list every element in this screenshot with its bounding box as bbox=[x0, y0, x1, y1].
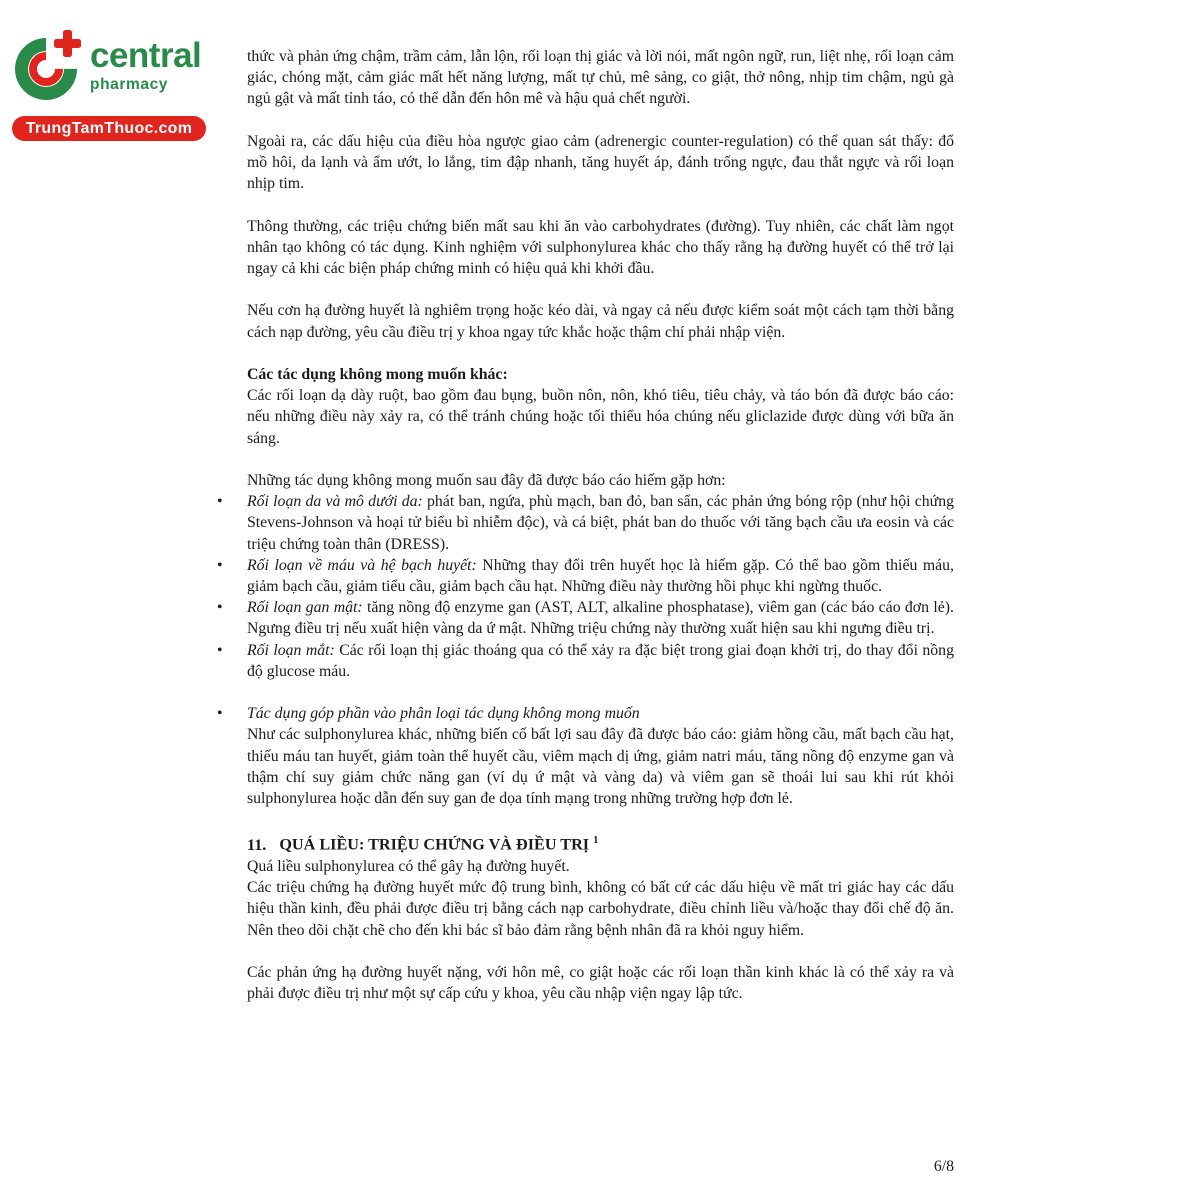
list-item-text: phát ban, ngứa, phù mạch, ban đỏ, ban sẩn, các phản ứng bóng rộp (như hội chứng Stevens-Johnson và hoại tử biểu bì nhiễm độc), và cá biệt, phát ban do thuốc với tăng bạch cầu ưa eosin và các triệu chứng toàn thân (DRESS). bbox=[247, 493, 954, 553]
logo-brand-text: central bbox=[90, 36, 202, 75]
paragraph-severe-reactions: Các phản ứng hạ đường huyết nặng, với hôn mê, co giật hoặc các rối loạn thần kinh khác là có thể xảy ra và phải được điều trị như một sự cấp cứu y khoa, yêu cầu nhập viện ngay lập tức. bbox=[247, 964, 954, 1003]
logo-website-banner: TrungTamThuoc.com bbox=[12, 116, 206, 141]
bullet-marker: • bbox=[217, 705, 223, 723]
heading-other-unwanted-effects: Các tác dụng không mong muốn khác: bbox=[247, 365, 508, 383]
logo-wordmark bbox=[90, 38, 201, 94]
list-item-text: Những thay đổi trên huyết học là hiếm gặp. Có thể bao gồm thiếu máu, giảm bạch cầu, giảm tiểu cầu, giảm bạch cầu hạt. Những điều này thường hồi phục khi ngừng thuốc. bbox=[247, 556, 955, 595]
list-item-blood-disorders bbox=[217, 555, 955, 597]
bullet-marker: • bbox=[217, 599, 223, 617]
paragraph-symptoms-continued: thức và phản ứng chậm, trầm cảm, lẫn lộn, rối loạn thị giác và lời nói, mất ngôn ngữ, run, liệt nhẹ, rối loạn cảm giác, chóng mặt, cảm giác mất hết năng lượng, mất tự chủ, mê sảng, co giật, thở nông, nhịp tim chậm, ngủ gà ngủ gật và mất tỉnh táo, có thể dẫn đến hôn mê và hậu quả chết người. bbox=[247, 48, 954, 108]
list-item-classification bbox=[217, 703, 954, 809]
bullet-marker: • bbox=[217, 493, 223, 511]
list-item-hepatobiliary-disorders bbox=[217, 597, 954, 639]
paragraph-rare-effects-intro: Những tác dụng không mong muốn sau đây đã được báo cáo hiếm gặp hơn: bbox=[247, 471, 726, 489]
document-text-column bbox=[217, 46, 955, 1026]
list-item-lead: Rối loạn về máu và hệ bạch huyết: bbox=[247, 556, 477, 574]
medical-plus-icon bbox=[54, 30, 81, 57]
heading-section-11-overdose bbox=[247, 830, 954, 856]
central-pharmacy-c-icon bbox=[12, 28, 84, 108]
section-title: QUÁ LIỀU: TRIỆU CHỨNG VÀ ĐIỀU TRỊ bbox=[279, 835, 590, 854]
logo-brand-subtext: pharmacy bbox=[90, 76, 169, 93]
paragraph-overdose-line: Quá liều sulphonylurea có thể gây hạ đường huyết. bbox=[247, 858, 570, 875]
classification-text: Như các sulphonylurea khác, những biến cố bất lợi sau đây đã được báo cáo: giảm hồng cầu, mất bạch cầu hạt, thiếu máu tan huyết, giảm toàn thể huyết cầu, viêm mạch dị ứng, giảm natri máu, tăng nồng độ enzyme gan và thậm chí suy giảm chức năng gan (ví dụ ứ mật và vàng da) và viêm gan sẽ thoái lui sau khi rút khỏi sulphonylurea hoặc dẫn đến suy gan đe dọa tính mạng trong những trường hợp đơn lẻ. bbox=[247, 726, 954, 808]
paragraph-overdose-treatment: Các triệu chứng hạ đường huyết mức độ trung bình, không có bất cứ các dấu hiệu về mất tri giác hay các dấu hiệu thần kinh, đều phải được điều trị bằng cách nạp carbohydrate, điều chỉnh liều và/hoặc thay đổi chế độ ăn. Nên theo dõi chặt chẽ cho đến khi bác sĩ bảo đảm rằng bệnh nhân đã ra khỏi nguy hiểm. bbox=[247, 879, 954, 939]
classification-title: Tác dụng góp phần vào phân loại tác dụng không mong muốn bbox=[247, 705, 640, 723]
list-item-lead: Rối loạn gan mật: bbox=[247, 599, 363, 617]
section-number: 11. bbox=[247, 835, 267, 854]
bullet-marker: • bbox=[217, 556, 223, 574]
paragraph-gastrointestinal: Các rối loạn dạ dày ruột, bao gồm đau bụng, buồn nôn, nôn, khó tiêu, tiêu chảy, và táo bón đã được báo cáo: nếu những điều này xảy ra, có thể tránh chúng hoặc tối thiểu hóa chúng nếu gliclazide được dùng với bữa ăn sáng. bbox=[247, 387, 954, 447]
list-item-text: Các rối loạn thị giác thoáng qua có thể xảy ra đặc biệt trong giai đoạn khởi trị, do thay đổi nồng độ glucose máu. bbox=[247, 641, 954, 680]
section-footnote-superscript: 1 bbox=[593, 835, 599, 847]
central-pharmacy-logo bbox=[12, 28, 208, 141]
bullet-marker: • bbox=[217, 641, 223, 659]
paragraph-severe-hypoglycemia: Nếu cơn hạ đường huyết là nghiêm trọng hoặc kéo dài, và ngay cả nếu được kiểm soát một cách tạm thời bằng cách nạp đường, yêu cầu điều trị y khoa ngay tức khắc hoặc thậm chí phải nhập viện. bbox=[247, 302, 954, 341]
list-item-skin-disorders bbox=[217, 491, 954, 555]
paragraph-adrenergic-counter-regulation: Ngoài ra, các dấu hiệu của điều hòa ngược giao cảm (adrenergic counter-regulation) có thể quan sát thấy: đổ mồ hôi, da lạnh và ẩm ướt, lo lắng, tim đập nhanh, tăng huyết áp, đánh trống ngực, đau thắt ngực và rối loạn nhịp tim. bbox=[247, 132, 954, 193]
list-item-lead: Rối loạn mắt: bbox=[247, 641, 335, 659]
paragraph-carbohydrates: Thông thường, các triệu chứng biến mất sau khi ăn vào carbohydrates (đường). Tuy nhiên, các chất làm ngọt nhân tạo không có tác dụng. Kinh nghiệm với sulphonylurea khác cho thấy rằng hạ đường huyết có thể trở lại ngay cả khi các biện pháp chứng minh có hiệu quả khi khởi đầu. bbox=[247, 217, 954, 277]
logo-lockup bbox=[12, 28, 208, 108]
list-item-eye-disorders bbox=[217, 640, 954, 682]
rare-effects-list bbox=[217, 491, 955, 809]
list-item-text: tăng nồng độ enzyme gan (AST, ALT, alkaline phosphatase), viêm gan (các báo cáo đơn lẻ). Ngưng điều trị nếu xuất hiện vàng da ứ mật. Những triệu chứng này thường xuất hiện sau khi ngưng điều trị. bbox=[247, 599, 954, 638]
list-item-lead: Rối loạn da và mô dưới da: bbox=[247, 493, 423, 511]
page-number: 6/8 bbox=[933, 1158, 954, 1175]
